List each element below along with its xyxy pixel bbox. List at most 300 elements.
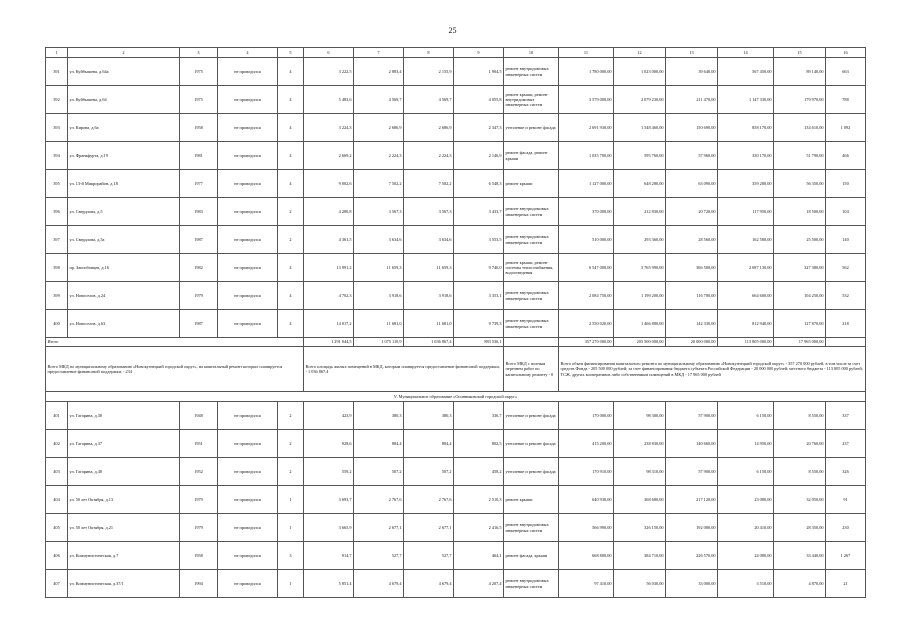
page-number: 25 bbox=[448, 26, 457, 35]
table-cell: 366 500,00 bbox=[666, 254, 718, 282]
table-cell: 2 224,3 bbox=[404, 142, 454, 170]
table-cell: 6 548,3 bbox=[454, 170, 504, 198]
table-cell: 336,7 bbox=[454, 402, 504, 430]
table-cell: 664 600,00 bbox=[718, 282, 774, 310]
table-cell: 293 360,00 bbox=[614, 226, 666, 254]
table-cell: 57 900,00 bbox=[666, 402, 718, 430]
table-cell: утепление и ремонт фасада bbox=[504, 458, 559, 486]
table-cell: 117 950,00 bbox=[718, 198, 774, 226]
table-cell: не проводился bbox=[218, 458, 278, 486]
total-cell bbox=[504, 338, 559, 347]
table-cell: 1979 bbox=[180, 514, 218, 542]
table-cell: 127 870,00 bbox=[774, 310, 826, 338]
column-header-9: 9 bbox=[454, 48, 504, 58]
table-cell: 14 950,00 bbox=[718, 430, 774, 458]
table-cell: 464,1 bbox=[454, 542, 504, 570]
table-cell: 2 bbox=[278, 226, 304, 254]
table-row bbox=[46, 282, 866, 310]
table-cell: ул. Куйбышева, д.64 bbox=[68, 86, 180, 114]
table-cell: 6 547 000,00 bbox=[559, 254, 614, 282]
table-cell: 4 207,4 bbox=[454, 570, 504, 598]
table-cell: 2 079 230,00 bbox=[614, 86, 666, 114]
table-cell: ремонт внутридомовых инженерных систем bbox=[504, 198, 559, 226]
table-cell: 226 570,00 bbox=[666, 542, 718, 570]
table-cell: 1 023 000,00 bbox=[614, 58, 666, 86]
table-cell: 33 000,00 bbox=[666, 570, 718, 598]
table-row bbox=[46, 486, 866, 514]
table-cell: 97 410,00 bbox=[559, 570, 614, 598]
summary-finance: Всего объем финансирования капитального ремонта по муниципальному образованию «Новокузнецкий городской округ» - 357 270 000 рублей, в том числе за счет средств Фонда - 205 500 000 рублей; за счет финансирования бюджета субъекта Российской Федерации - 20 000 000 рублей; местного бюджета - 113 805 000 рублей; ТСЖ, других кооперативов либо собственников помещений в МКД - 17 965 000 рублей bbox=[559, 347, 866, 392]
table-cell: не проводился bbox=[218, 310, 278, 338]
table-cell: 1 bbox=[278, 570, 304, 598]
table-cell: 1 bbox=[278, 514, 304, 542]
table-cell: 2 691 930,00 bbox=[559, 114, 614, 142]
table-cell: 4 bbox=[278, 282, 304, 310]
table-cell: 9 739,3 bbox=[454, 310, 504, 338]
table-cell: 1 035 700,00 bbox=[559, 142, 614, 170]
table-cell: 1987 bbox=[180, 226, 218, 254]
table-cell: ремонт внутридомовых инженерных систем bbox=[504, 514, 559, 542]
section-title: V. Муниципальное образование «Осинниковский городской округ» bbox=[46, 392, 866, 402]
table-cell: 2 bbox=[278, 198, 304, 226]
table-cell: 399 bbox=[46, 282, 68, 310]
table-cell: 3 567,3 bbox=[354, 198, 404, 226]
table-cell: 2 550 020,00 bbox=[559, 310, 614, 338]
table-cell: 98 300,00 bbox=[614, 402, 666, 430]
table-cell: 2 084 750,00 bbox=[559, 282, 614, 310]
table-cell: 1982 bbox=[180, 254, 218, 282]
table-cell: 3 553,5 bbox=[454, 226, 504, 254]
table-cell: не проводился bbox=[218, 514, 278, 542]
table-cell: 507,2 bbox=[404, 458, 454, 486]
table-cell: не проводился bbox=[218, 254, 278, 282]
table-cell: 527,7 bbox=[354, 542, 404, 570]
table-cell: не проводился bbox=[218, 542, 278, 570]
table-cell: 2 087 130,00 bbox=[718, 254, 774, 282]
table-cell: ул. Новоселов, д.63 bbox=[68, 310, 180, 338]
table-cell: 4 569,7 bbox=[404, 86, 454, 114]
total-cell: 357 270 000,00 bbox=[559, 338, 614, 347]
table-cell: 63 090,00 bbox=[666, 170, 718, 198]
table-cell: 2 347,3 bbox=[454, 114, 504, 142]
table-cell: 4 679,4 bbox=[354, 570, 404, 598]
table-cell: 401 bbox=[46, 402, 68, 430]
table-cell: ремонт внутридомовых инженерных систем bbox=[504, 310, 559, 338]
table-cell: 57 960,00 bbox=[666, 142, 718, 170]
table-cell: ремонт внутридомовых инженерных систем bbox=[504, 282, 559, 310]
table-cell: 327 380,00 bbox=[774, 254, 826, 282]
table-cell: 150 bbox=[826, 170, 866, 198]
table-cell: 7 502,2 bbox=[404, 170, 454, 198]
table-cell: 559,2 bbox=[304, 458, 354, 486]
table-cell: 1 092 bbox=[826, 114, 866, 142]
table-cell: ремонт фасада, крыши bbox=[504, 542, 559, 570]
table-cell: 1994 bbox=[180, 570, 218, 598]
column-header-13: 13 bbox=[666, 48, 718, 58]
total-cell: 205 500 000,00 bbox=[614, 338, 666, 347]
table-cell: 380,3 bbox=[404, 402, 454, 430]
column-header-15: 15 bbox=[774, 48, 826, 58]
table-cell: утепление и ремонт фасада bbox=[504, 402, 559, 430]
table-cell: 212 830,00 bbox=[614, 198, 666, 226]
table-cell: не проводился bbox=[218, 570, 278, 598]
total-cell: 20 000 000,00 bbox=[666, 338, 718, 347]
total-cell: 883 536,1 bbox=[454, 338, 504, 347]
table-row bbox=[46, 570, 866, 598]
table-cell: 11 681,0 bbox=[404, 310, 454, 338]
column-header-8: 8 bbox=[404, 48, 454, 58]
table-cell: 57 900,00 bbox=[666, 458, 718, 486]
table-row bbox=[46, 86, 866, 114]
table-row bbox=[46, 198, 866, 226]
table-cell: 20 410,00 bbox=[718, 514, 774, 542]
table-cell: 2 bbox=[278, 430, 304, 458]
table-cell: 211 470,00 bbox=[666, 86, 718, 114]
table-row bbox=[46, 430, 866, 458]
table-cell: 134 610,00 bbox=[774, 114, 826, 142]
table-cell: ремонт внутридомовых инженерных систем bbox=[504, 58, 559, 86]
table-cell: 4 bbox=[278, 254, 304, 282]
table-row bbox=[46, 310, 866, 338]
table-cell: ул. Новоселов, д.24 bbox=[68, 282, 180, 310]
table-cell: 1977 bbox=[180, 170, 218, 198]
total-row bbox=[46, 338, 866, 347]
table-cell: 1 199 200,00 bbox=[614, 282, 666, 310]
table-cell: 802,5 bbox=[454, 430, 504, 458]
table-cell: 4 bbox=[278, 310, 304, 338]
table-cell: 3 224,3 bbox=[304, 114, 354, 142]
table-cell: 884,4 bbox=[404, 430, 454, 458]
table-cell: 3 222,5 bbox=[304, 58, 354, 86]
table-cell: 1975 bbox=[180, 58, 218, 86]
table-cell: 20 720,00 bbox=[666, 198, 718, 226]
table-cell: 595 760,00 bbox=[614, 142, 666, 170]
table-cell: 466 bbox=[826, 142, 866, 170]
summary-row bbox=[46, 347, 866, 392]
table-cell: 928,6 bbox=[304, 430, 354, 458]
total-cell: 1 036 867,4 bbox=[404, 338, 454, 347]
table-cell: 391 bbox=[46, 58, 68, 86]
table-cell: 370 000,00 bbox=[559, 198, 614, 226]
table-cell: 1 780 000,00 bbox=[559, 58, 614, 86]
table-cell: 400 bbox=[46, 310, 68, 338]
table-cell: ремонт фасада, ремонт крыши bbox=[504, 142, 559, 170]
table-cell: ремонт крыши, ремонт системы теплоснабжения, водоотведения bbox=[504, 254, 559, 282]
table-cell: не проводился bbox=[218, 226, 278, 254]
table-cell: 3 567,3 bbox=[404, 198, 454, 226]
table-cell: 11 659,3 bbox=[354, 254, 404, 282]
table-cell: 8 550,00 bbox=[774, 458, 826, 486]
table-cell: 5 851,4 bbox=[304, 570, 354, 598]
table-row bbox=[46, 254, 866, 282]
column-header-5: 5 bbox=[278, 48, 304, 58]
table-cell: 1 127 000,00 bbox=[559, 170, 614, 198]
table-cell: ул. Коммунистическая, д.37/1 bbox=[68, 570, 180, 598]
table-cell: 116 700,00 bbox=[666, 282, 718, 310]
table-cell: утепление и ремонт фасада bbox=[504, 430, 559, 458]
table-cell: 18 500,00 bbox=[774, 198, 826, 226]
table-cell: 337 bbox=[826, 402, 866, 430]
table-cell: 404 bbox=[46, 486, 68, 514]
table-cell: ремонт внутридомовых инженерных систем bbox=[504, 226, 559, 254]
table-cell: 527,7 bbox=[404, 542, 454, 570]
table-cell: ул. Кирова, д.6а bbox=[68, 114, 180, 142]
table-cell: 1 466 880,00 bbox=[614, 310, 666, 338]
table-cell: 380,3 bbox=[354, 402, 404, 430]
table-cell: 3 918,6 bbox=[404, 282, 454, 310]
column-header-6: 6 bbox=[304, 48, 354, 58]
table-cell: 179 970,00 bbox=[774, 86, 826, 114]
column-header-2: 2 bbox=[68, 48, 180, 58]
table-cell: 6 150,00 bbox=[718, 458, 774, 486]
table-cell: 238 830,00 bbox=[614, 430, 666, 458]
table-cell: ул. Франкфурта, д.19 bbox=[68, 142, 180, 170]
table-cell: 4 702,3 bbox=[304, 282, 354, 310]
table-cell: 405 bbox=[46, 514, 68, 542]
table-cell: 162 580,00 bbox=[718, 226, 774, 254]
table-cell: 9 746,0 bbox=[454, 254, 504, 282]
table-cell: не проводился bbox=[218, 430, 278, 458]
table-cell: 104 250,00 bbox=[774, 282, 826, 310]
table-cell: 89 140,00 bbox=[774, 58, 826, 86]
table-cell: ул. Куйбышева, д.64а bbox=[68, 58, 180, 86]
table-cell: 3 634,6 bbox=[354, 226, 404, 254]
table-cell: ул. 13-й Микрорайон, д.18 bbox=[68, 170, 180, 198]
table-cell: 7 502,2 bbox=[354, 170, 404, 198]
table-cell: 507,2 bbox=[354, 458, 404, 486]
column-header-12: 12 bbox=[614, 48, 666, 58]
table-cell: 39 640,00 bbox=[666, 58, 718, 86]
column-header-7: 7 bbox=[354, 48, 404, 58]
table-row bbox=[46, 58, 866, 86]
table-cell: не проводился bbox=[218, 86, 278, 114]
table-cell: 1983 bbox=[180, 198, 218, 226]
table-cell: 1975 bbox=[180, 86, 218, 114]
table-cell: 1979 bbox=[180, 282, 218, 310]
table-row bbox=[46, 458, 866, 486]
table-cell: 28 350,00 bbox=[774, 514, 826, 542]
table-row bbox=[46, 514, 866, 542]
table-cell: 4 bbox=[278, 86, 304, 114]
table-cell: 9 002,6 bbox=[304, 170, 354, 198]
table-cell: 326 150,00 bbox=[614, 514, 666, 542]
table-cell: ремонт внутридомовых инженерных систем bbox=[504, 570, 559, 598]
table-cell: ул. 50 лет Октября, д.13 bbox=[68, 486, 180, 514]
table-cell: 91 bbox=[826, 486, 866, 514]
summary-count: Всего МКД по муниципальному образованию «Новокузнецкий городской округ», на капитальный ремонт которых планируется предоставление финансовой поддержки, - 234 bbox=[46, 347, 304, 392]
table-cell: ул. Свердлова, д.5 bbox=[68, 198, 180, 226]
column-number-header bbox=[46, 48, 866, 58]
table-cell: не проводился bbox=[218, 114, 278, 142]
table-cell: 326 bbox=[826, 458, 866, 486]
table-cell: 1987 bbox=[180, 310, 218, 338]
table-cell: 150 690,00 bbox=[666, 114, 718, 142]
total-cell bbox=[826, 338, 866, 347]
table-cell: 11 659,3 bbox=[404, 254, 454, 282]
table-cell: не проводился bbox=[218, 58, 278, 86]
table-cell: не проводился bbox=[218, 402, 278, 430]
table-cell: 1 bbox=[278, 486, 304, 514]
table-cell: 51 790,00 bbox=[774, 142, 826, 170]
table-cell: 2 883,4 bbox=[354, 58, 404, 86]
table-cell: 1981 bbox=[180, 142, 218, 170]
table-cell: 1958 bbox=[180, 114, 218, 142]
table-cell: 407 bbox=[46, 570, 68, 598]
table-cell: утепление и ремонт фасада bbox=[504, 114, 559, 142]
table-cell: 28 560,00 bbox=[666, 226, 718, 254]
table-cell: 4 bbox=[278, 58, 304, 86]
total-cell: 1 075 110,9 bbox=[354, 338, 404, 347]
table-cell: 218 bbox=[826, 310, 866, 338]
column-header-16: 16 bbox=[826, 48, 866, 58]
table-cell: 4 bbox=[278, 142, 304, 170]
table-cell: 562 bbox=[826, 254, 866, 282]
table-cell: 812 940,00 bbox=[718, 310, 774, 338]
table-cell: 415 200,00 bbox=[559, 430, 614, 458]
table-cell: 458,2 bbox=[454, 458, 504, 486]
total-cell: 1 291 044,5 bbox=[304, 338, 354, 347]
total-cell: 113 805 000,00 bbox=[718, 338, 774, 347]
table-cell: не проводился bbox=[218, 170, 278, 198]
table-cell: ул. Гагарина, д.30 bbox=[68, 402, 180, 430]
table-cell: 1 904,5 bbox=[454, 58, 504, 86]
table-cell: ул. Гагарина, д.40 bbox=[68, 458, 180, 486]
table-cell: 398 bbox=[46, 254, 68, 282]
table-cell: 392 bbox=[46, 86, 68, 114]
table-cell: 3 634,6 bbox=[404, 226, 454, 254]
table-cell: не проводился bbox=[218, 142, 278, 170]
table-row bbox=[46, 226, 866, 254]
table-cell: 25 500,00 bbox=[774, 226, 826, 254]
table-cell: пр. Запсибовцев, д.16 bbox=[68, 254, 180, 282]
table-cell: 33 440,00 bbox=[774, 542, 826, 570]
table-cell: 2 669,2 bbox=[304, 142, 354, 170]
table-cell: 3 353,1 bbox=[454, 282, 504, 310]
table-cell: 217 120,00 bbox=[666, 486, 718, 514]
table-cell: 11 681,0 bbox=[354, 310, 404, 338]
table-cell: 1948 bbox=[180, 402, 218, 430]
column-header-3: 3 bbox=[180, 48, 218, 58]
table-cell: 397 bbox=[46, 226, 68, 254]
table-cell: 2 677,1 bbox=[404, 514, 454, 542]
table-cell: 140 660,00 bbox=[666, 430, 718, 458]
table-cell: 3 918,6 bbox=[354, 282, 404, 310]
table-cell: 2 510,3 bbox=[454, 486, 504, 514]
section-header-row bbox=[46, 392, 866, 402]
table-cell: 532 bbox=[826, 282, 866, 310]
table-cell: 663 bbox=[826, 58, 866, 86]
table-row bbox=[46, 542, 866, 570]
table-cell: 2 bbox=[278, 402, 304, 430]
table-cell: 21 bbox=[826, 570, 866, 598]
table-cell: 170 910,00 bbox=[559, 458, 614, 486]
table-cell: 402 bbox=[46, 430, 68, 458]
table-cell: 6 150,00 bbox=[718, 402, 774, 430]
table-cell: 1 147 330,00 bbox=[718, 86, 774, 114]
table-cell: 192 080,00 bbox=[666, 514, 718, 542]
table-cell: 1951 bbox=[180, 430, 218, 458]
table-cell: 56 030,00 bbox=[614, 570, 666, 598]
table-cell: 142 330,00 bbox=[666, 310, 718, 338]
table-cell: ул. 50 лет Октября, д.21 bbox=[68, 514, 180, 542]
table-cell: 788 bbox=[826, 86, 866, 114]
table-cell: 1979 bbox=[180, 486, 218, 514]
table-cell: 3 510,00 bbox=[718, 570, 774, 598]
table-cell: 23 080,00 bbox=[718, 486, 774, 514]
table-cell: 648 280,00 bbox=[614, 170, 666, 198]
table-cell: 4 bbox=[278, 170, 304, 198]
table-cell: 237 bbox=[826, 430, 866, 458]
table-cell: 858 170,00 bbox=[718, 114, 774, 142]
table-cell: 1958 bbox=[180, 542, 218, 570]
table-cell: 2 155,9 bbox=[404, 58, 454, 86]
table-cell: 98 310,00 bbox=[614, 458, 666, 486]
table-cell: 4 569,7 bbox=[354, 86, 404, 114]
summary-area: Всего площадь жилых помещений в МКД, которым планируется предоставление финансовой поддержки, - 1 036 867,4 bbox=[304, 347, 504, 392]
table-cell: 510 000,00 bbox=[559, 226, 614, 254]
table-row bbox=[46, 114, 866, 142]
table-cell: 4 679,4 bbox=[404, 570, 454, 598]
column-header-11: 11 bbox=[559, 48, 614, 58]
table-cell: 4 055,8 bbox=[454, 86, 504, 114]
column-header-1: 1 bbox=[46, 48, 68, 58]
table-cell: 1 267 bbox=[826, 542, 866, 570]
table-cell: 14 017,2 bbox=[304, 310, 354, 338]
table-cell: 914,7 bbox=[304, 542, 354, 570]
total-cell: 17 965 000,00 bbox=[774, 338, 826, 347]
table-cell: 13 991,2 bbox=[304, 254, 354, 282]
table-cell: 2 767,6 bbox=[354, 486, 404, 514]
table-cell: 1 548 460,00 bbox=[614, 114, 666, 142]
table-cell: 393 bbox=[46, 114, 68, 142]
table-cell: 3 765 990,00 bbox=[614, 254, 666, 282]
table-cell: 5 483,6 bbox=[304, 86, 354, 114]
table-cell: 4 280,8 bbox=[304, 198, 354, 226]
table-cell: 3 693,7 bbox=[304, 486, 354, 514]
table-cell: не проводился bbox=[218, 198, 278, 226]
table-cell: 3 579 000,00 bbox=[559, 86, 614, 114]
table-cell: 2 686,9 bbox=[354, 114, 404, 142]
table-cell: 24 080,00 bbox=[718, 542, 774, 570]
summary-works: Всего МКД с полным перечнем работ по капитальному ремонту - 0 bbox=[504, 347, 559, 392]
table-cell: 368 680,00 bbox=[614, 486, 666, 514]
table-cell: не проводился bbox=[218, 486, 278, 514]
table-cell: 2 146,9 bbox=[454, 142, 504, 170]
table-cell: 1952 bbox=[180, 458, 218, 486]
table-cell: 359 280,00 bbox=[718, 170, 774, 198]
table-cell: 567 450,00 bbox=[718, 58, 774, 86]
table-cell: ремонт крыши bbox=[504, 486, 559, 514]
table-cell: 406 bbox=[46, 542, 68, 570]
table-cell: ремонт крыши, ремонт внутридомовых инженерных систем bbox=[504, 86, 559, 114]
table-cell: 230 bbox=[826, 514, 866, 542]
table-cell: 2 686,9 bbox=[404, 114, 454, 142]
table-cell: 2 767,6 bbox=[404, 486, 454, 514]
table-row bbox=[46, 142, 866, 170]
table-cell: 394 bbox=[46, 142, 68, 170]
capital-repair-table bbox=[45, 47, 866, 598]
table-cell: ул. Коммунистическая, д.7 bbox=[68, 542, 180, 570]
table-cell: 403 bbox=[46, 458, 68, 486]
table-cell: не проводился bbox=[218, 282, 278, 310]
table-cell: 32 050,00 bbox=[774, 486, 826, 514]
table-cell: 8 550,00 bbox=[774, 402, 826, 430]
table-cell: 3 433,7 bbox=[454, 198, 504, 226]
table-cell: 56 350,00 bbox=[774, 170, 826, 198]
table-cell: 2 677,1 bbox=[354, 514, 404, 542]
table-cell: 4 361,5 bbox=[304, 226, 354, 254]
table-cell: 140 bbox=[826, 226, 866, 254]
